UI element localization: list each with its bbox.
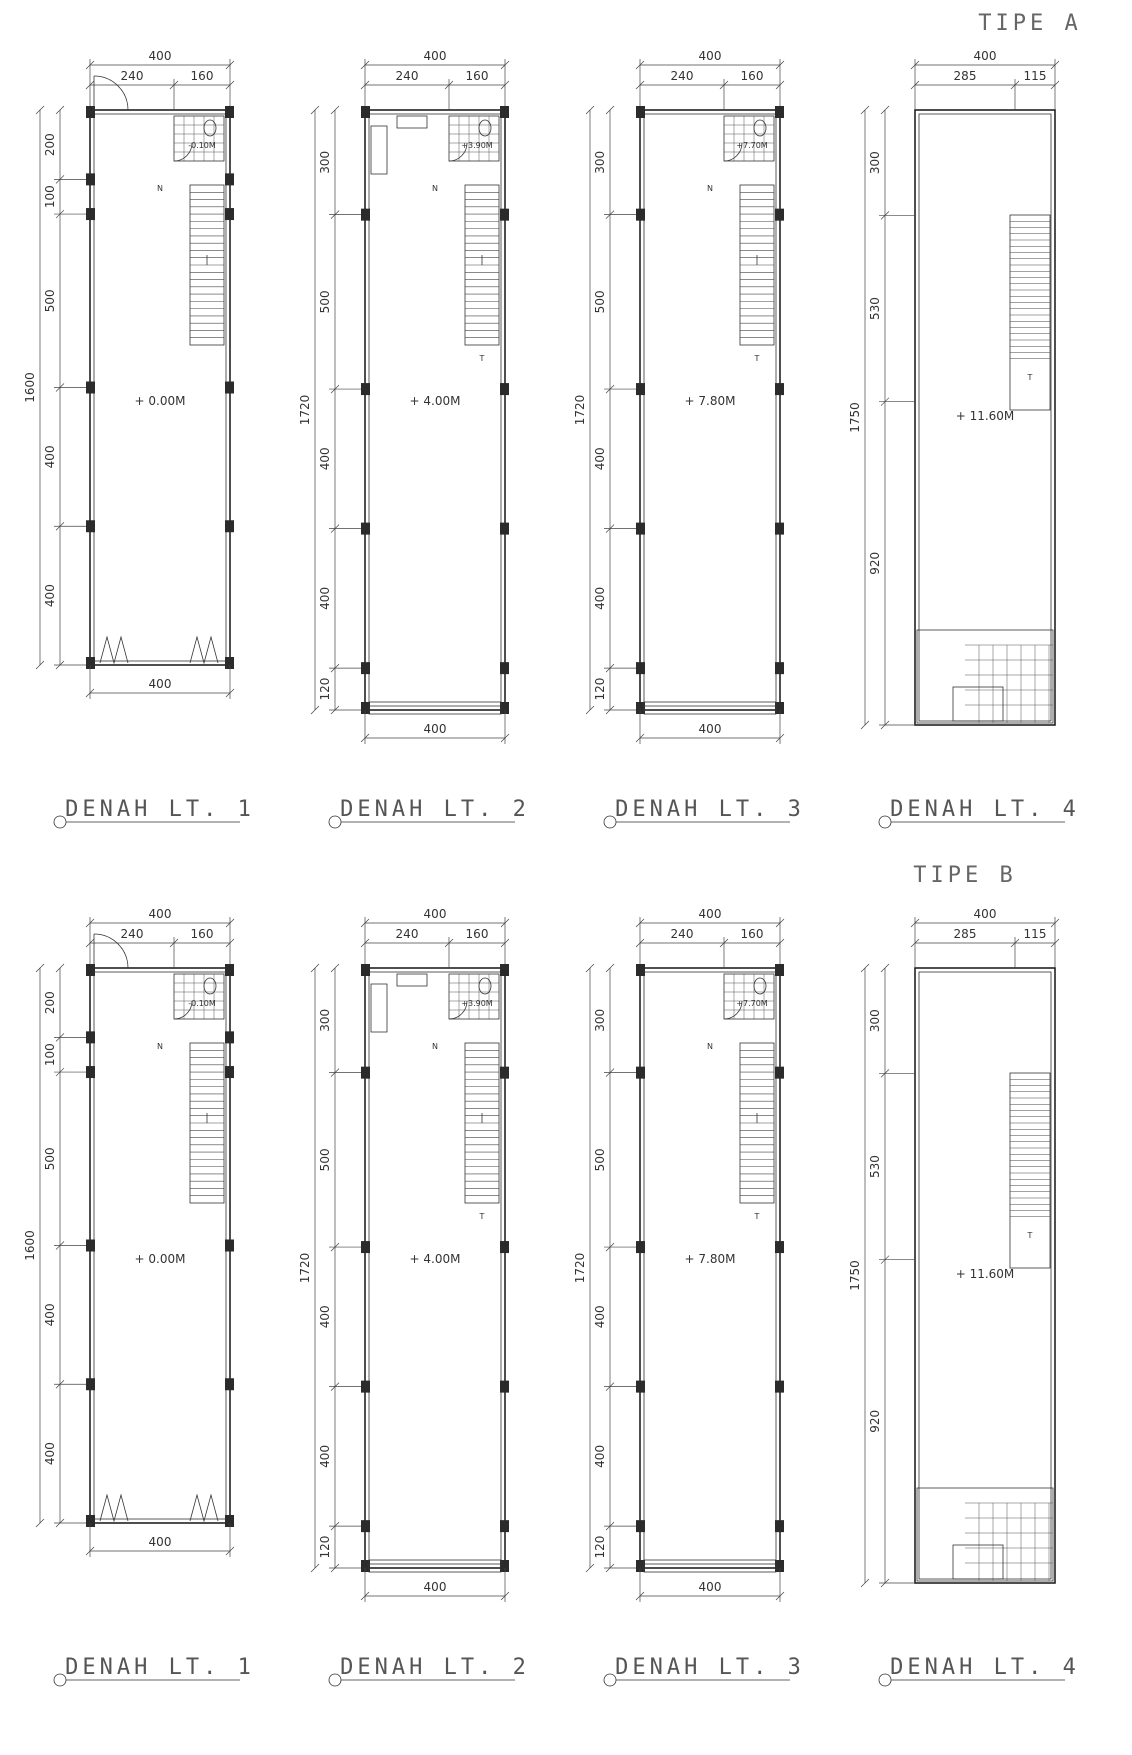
- plan-lt-1: [23, 907, 255, 1686]
- outer-wall: [365, 110, 505, 710]
- north-mark: N: [707, 184, 713, 193]
- column: [225, 1240, 234, 1252]
- level-label: + 11.60M: [955, 1267, 1015, 1281]
- outer-wall: [640, 110, 780, 710]
- column: [775, 523, 784, 535]
- dimension-segment: 120: [318, 1535, 332, 1559]
- dimension-segment: 120: [593, 1535, 607, 1559]
- column: [86, 520, 95, 532]
- stair-mark: T: [754, 1212, 760, 1221]
- dimension-segment: 400: [593, 1444, 607, 1468]
- column: [500, 1067, 509, 1079]
- balcony: [369, 1560, 501, 1572]
- toilet-room: [174, 116, 224, 161]
- dimension-top-split: 160: [740, 69, 764, 83]
- dimension-top-split: 240: [670, 927, 694, 941]
- inner-wall: [644, 972, 776, 1564]
- sheet-tipe-a: [23, 11, 1082, 828]
- outer-wall: [90, 968, 230, 1523]
- column: [500, 106, 509, 118]
- column: [361, 523, 370, 535]
- dimension-segment: 300: [318, 150, 332, 174]
- column: [361, 383, 370, 395]
- column: [775, 106, 784, 118]
- dimension-segment: 100: [43, 185, 57, 209]
- plan-lt-4: [848, 49, 1080, 828]
- dimension-top-split: 240: [120, 927, 144, 941]
- dimension-segment: 400: [318, 447, 332, 471]
- dimension-segment: 400: [43, 1303, 57, 1327]
- column: [500, 523, 509, 535]
- dimension-segment: 400: [593, 586, 607, 610]
- dimension-total-height: 1600: [23, 1230, 37, 1261]
- dimension-segment: 300: [318, 1008, 332, 1032]
- column: [361, 1381, 370, 1393]
- dimension-segment: 300: [868, 151, 882, 175]
- dimension-bottom-width: 400: [148, 1535, 172, 1549]
- dimension-segment: 100: [43, 1043, 57, 1067]
- plan-title: DENAH LT. 4: [890, 1655, 1080, 1680]
- column: [636, 1520, 645, 1532]
- plan-title: DENAH LT. 1: [65, 797, 255, 822]
- toilet-room: [174, 974, 224, 1019]
- stair-mark: T: [479, 1212, 485, 1221]
- column: [775, 209, 784, 221]
- column: [775, 1241, 784, 1253]
- dimension-segment: 400: [318, 586, 332, 610]
- column: [775, 662, 784, 674]
- type-label: TIPE B: [913, 863, 1017, 888]
- column: [225, 657, 234, 669]
- dimension-total-height: 1750: [848, 1260, 862, 1291]
- column: [636, 964, 645, 976]
- column: [775, 1381, 784, 1393]
- dimension-top-split: 240: [395, 927, 419, 941]
- column: [361, 1241, 370, 1253]
- level-label: + 0.00M: [134, 1252, 186, 1266]
- stair-mark: T: [1027, 1231, 1033, 1240]
- dimension-segment: 120: [593, 677, 607, 701]
- dimension-segment: 500: [43, 1147, 57, 1171]
- column: [225, 1378, 234, 1390]
- dimension-top-split: 285: [953, 69, 977, 83]
- dimension-segment: 400: [593, 447, 607, 471]
- dimension-top-split: 160: [190, 69, 214, 83]
- dimension-total-height: 1720: [573, 1252, 587, 1284]
- room-level: -0.10M: [188, 141, 216, 150]
- plan-lt-1: [23, 49, 255, 828]
- dimension-top-total: 400: [423, 907, 447, 921]
- dimension-top-total: 400: [148, 49, 172, 63]
- column: [500, 964, 509, 976]
- column: [636, 209, 645, 221]
- dimension-top-split: 160: [740, 927, 764, 941]
- plan-title: DENAH LT. 2: [340, 797, 530, 822]
- plan-lt-2: [298, 49, 530, 828]
- plan-lt-3: [573, 49, 805, 828]
- room-level: +7.70M: [736, 999, 768, 1008]
- dimension-top-total: 400: [698, 907, 722, 921]
- outer-wall: [640, 968, 780, 1568]
- column: [636, 523, 645, 535]
- stair-mark: T: [1027, 373, 1033, 382]
- inner-wall: [369, 114, 501, 706]
- dimension-total-height: 1750: [848, 402, 862, 433]
- column: [636, 383, 645, 395]
- column: [225, 1066, 234, 1078]
- toilet-room: [449, 974, 499, 1019]
- stair-mark: T: [754, 354, 760, 363]
- type-label: TIPE A: [978, 11, 1082, 36]
- room-level: +3.90M: [461, 999, 493, 1008]
- column: [636, 1381, 645, 1393]
- dimension-bottom-width: 400: [148, 677, 172, 691]
- column: [500, 1381, 509, 1393]
- dimension-top-split: 160: [465, 69, 489, 83]
- plan-title: DENAH LT. 3: [615, 797, 805, 822]
- level-label: + 11.60M: [955, 409, 1015, 423]
- inner-wall: [94, 114, 226, 661]
- dimension-top-split: 160: [190, 927, 214, 941]
- dimension-top-total: 400: [698, 49, 722, 63]
- level-label: + 4.00M: [409, 1252, 461, 1266]
- column: [361, 662, 370, 674]
- balcony: [369, 702, 501, 714]
- column: [86, 657, 95, 669]
- stove: [397, 116, 427, 128]
- toilet-room: [724, 116, 774, 161]
- dimension-segment: 500: [593, 1148, 607, 1172]
- dimension-segment: 120: [318, 677, 332, 701]
- column: [500, 1241, 509, 1253]
- north-mark: N: [157, 184, 163, 193]
- kitchen-sink: [371, 126, 387, 174]
- plan-title: DENAH LT. 2: [340, 1655, 530, 1680]
- roof-tank-area: [917, 1488, 1053, 1581]
- dimension-total-height: 1720: [298, 1252, 312, 1284]
- dimension-segment: 500: [318, 1148, 332, 1172]
- stair-mark: T: [479, 354, 485, 363]
- dimension-total-height: 1600: [23, 372, 37, 403]
- dimension-bottom-width: 400: [698, 722, 722, 736]
- dimension-top-split: 115: [1023, 69, 1047, 83]
- column: [500, 662, 509, 674]
- column: [361, 106, 370, 118]
- water-tank: [953, 1545, 1003, 1579]
- level-label: + 0.00M: [134, 394, 186, 408]
- column: [500, 209, 509, 221]
- folding-door: [100, 1495, 128, 1521]
- column: [636, 1067, 645, 1079]
- room-level: +7.70M: [736, 141, 768, 150]
- room-level: -0.10M: [188, 999, 216, 1008]
- column: [636, 662, 645, 674]
- dimension-total-height: 1720: [298, 394, 312, 426]
- dimension-segment: 400: [318, 1444, 332, 1468]
- column: [775, 964, 784, 976]
- plan-title: DENAH LT. 1: [65, 1655, 255, 1680]
- column: [86, 1240, 95, 1252]
- dimension-total-height: 1720: [573, 394, 587, 426]
- room-level: +3.90M: [461, 141, 493, 150]
- column: [86, 1378, 95, 1390]
- column: [86, 208, 95, 220]
- dimension-segment: 300: [868, 1009, 882, 1033]
- column: [225, 1031, 234, 1043]
- column: [775, 1067, 784, 1079]
- column: [86, 1031, 95, 1043]
- dimension-segment: 300: [593, 1008, 607, 1032]
- outer-wall: [90, 110, 230, 665]
- folding-door: [190, 1495, 218, 1521]
- dimension-segment: 400: [43, 584, 57, 608]
- dimension-top-split: 240: [670, 69, 694, 83]
- water-tank: [953, 687, 1003, 721]
- dimension-segment: 500: [43, 289, 57, 313]
- dimension-segment: 400: [43, 445, 57, 469]
- dimension-segment: 200: [43, 133, 57, 157]
- column: [225, 1515, 234, 1527]
- dimension-segment: 500: [318, 290, 332, 314]
- dimension-segment: 400: [593, 1305, 607, 1329]
- outer-wall: [365, 968, 505, 1568]
- plan-lt-4: [848, 907, 1080, 1686]
- balcony: [644, 1560, 776, 1572]
- dimension-segment: 920: [868, 551, 882, 575]
- dimension-top-total: 400: [973, 49, 997, 63]
- dimension-top-total: 400: [973, 907, 997, 921]
- column: [775, 383, 784, 395]
- north-mark: N: [432, 1042, 438, 1051]
- inner-wall: [94, 972, 226, 1519]
- plan-title: DENAH LT. 4: [890, 797, 1080, 822]
- column: [225, 106, 234, 118]
- column: [225, 208, 234, 220]
- level-label: + 4.00M: [409, 394, 461, 408]
- toilet-room: [724, 974, 774, 1019]
- dimension-segment: 200: [43, 991, 57, 1015]
- dimension-top-split: 115: [1023, 927, 1047, 941]
- inner-wall: [369, 972, 501, 1564]
- column: [86, 382, 95, 394]
- column: [500, 1520, 509, 1532]
- dimension-segment: 300: [593, 150, 607, 174]
- column: [500, 383, 509, 395]
- inner-wall: [644, 114, 776, 706]
- dimension-top-split: 240: [395, 69, 419, 83]
- column: [636, 106, 645, 118]
- level-label: + 7.80M: [684, 394, 736, 408]
- column: [361, 964, 370, 976]
- stove: [397, 974, 427, 986]
- sheet-tipe-b: [23, 863, 1080, 1686]
- toilet-room: [449, 116, 499, 161]
- dimension-segment: 530: [868, 297, 882, 321]
- dimension-top-total: 400: [148, 907, 172, 921]
- column: [636, 1241, 645, 1253]
- column: [86, 1515, 95, 1527]
- column: [86, 173, 95, 185]
- dimension-bottom-width: 400: [423, 1580, 447, 1594]
- dimension-top-split: 160: [465, 927, 489, 941]
- column: [225, 382, 234, 394]
- dimension-segment: 400: [43, 1442, 57, 1466]
- dimension-top-total: 400: [423, 49, 447, 63]
- folding-door: [190, 637, 218, 663]
- level-label: + 7.80M: [684, 1252, 736, 1266]
- column: [361, 209, 370, 221]
- dimension-segment: 400: [318, 1305, 332, 1329]
- plan-lt-3: [573, 907, 805, 1686]
- balcony: [644, 702, 776, 714]
- plan-title: DENAH LT. 3: [615, 1655, 805, 1680]
- dimension-segment: 500: [593, 290, 607, 314]
- dimension-bottom-width: 400: [423, 722, 447, 736]
- kitchen-sink: [371, 984, 387, 1032]
- column: [225, 520, 234, 532]
- column: [775, 1520, 784, 1532]
- column: [225, 964, 234, 976]
- column: [361, 1520, 370, 1532]
- dimension-segment: 530: [868, 1155, 882, 1179]
- column: [86, 1066, 95, 1078]
- plan-lt-2: [298, 907, 530, 1686]
- dimension-top-split: 240: [120, 69, 144, 83]
- dimension-bottom-width: 400: [698, 1580, 722, 1594]
- north-mark: N: [157, 1042, 163, 1051]
- dimension-segment: 920: [868, 1409, 882, 1433]
- north-mark: N: [432, 184, 438, 193]
- column: [225, 173, 234, 185]
- dimension-top-split: 285: [953, 927, 977, 941]
- folding-door: [100, 637, 128, 663]
- roof-tank-area: [917, 630, 1053, 723]
- north-mark: N: [707, 1042, 713, 1051]
- column: [361, 1067, 370, 1079]
